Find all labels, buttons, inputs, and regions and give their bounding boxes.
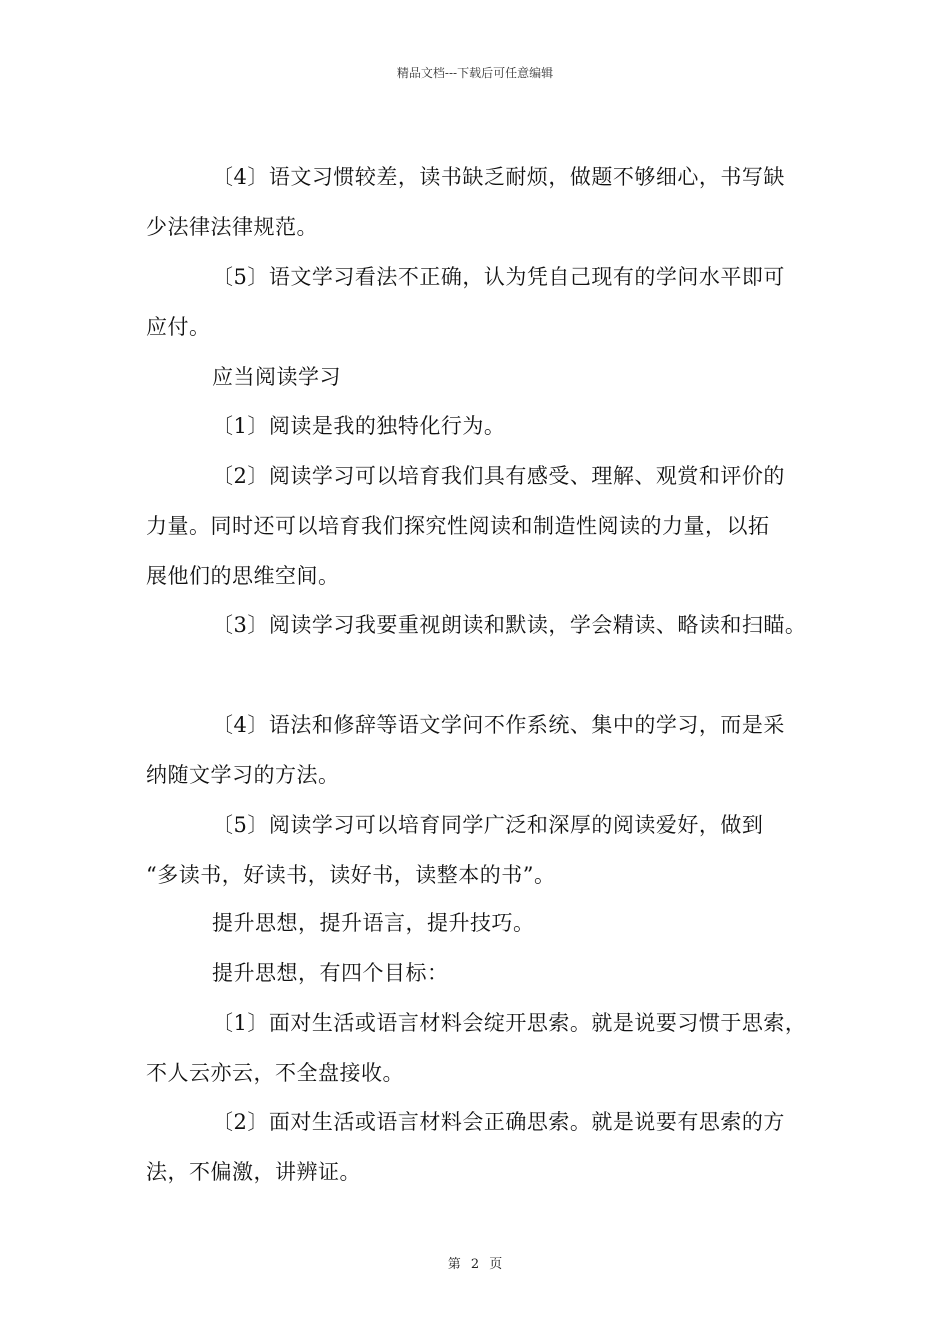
paragraph-line: 提升思想，提升语言，提升技巧。 xyxy=(212,911,535,935)
paragraph-11 xyxy=(146,998,818,1098)
paragraph-5 xyxy=(146,451,818,601)
paragraph-line: 〔1〕面对生活或语言材料会绽开思索。就是说要习惯于思索， xyxy=(212,1011,807,1035)
paragraph-8 xyxy=(146,800,818,900)
paragraph-line: 不人云亦云，不全盘接收。 xyxy=(146,1061,404,1085)
paragraph-6 xyxy=(146,600,818,650)
paragraph-line: “多读书，好读书，读好书，读整本的书”。 xyxy=(146,863,556,887)
paragraph-line: 〔4〕语文习惯较差，读书缺乏耐烦，做题不够细心，书写缺 xyxy=(212,165,785,189)
paragraph-line: 〔3〕阅读学习我要重视朗读和默读，学会精读、略读和扫瞄。 xyxy=(212,613,807,637)
paragraph-line: 应当阅读学习 xyxy=(212,365,341,389)
paragraph-line: 〔1〕阅读是我的独特化行为。 xyxy=(212,414,506,438)
paragraph-line: 纳随文学习的方法。 xyxy=(146,763,340,787)
paragraph-2 xyxy=(146,252,818,352)
section-heading-reading xyxy=(146,352,818,402)
page-footer xyxy=(0,1253,950,1272)
paragraph-line: 应付。 xyxy=(146,315,211,339)
paragraph-line: 提升思想，有四个目标： xyxy=(212,961,449,985)
paragraph-line: 〔4〕语法和修辞等语文学问不作系统、集中的学习，而是采 xyxy=(212,713,785,737)
paragraph-line: 少法律法律规范。 xyxy=(146,215,318,239)
paragraph-line: 〔5〕语文学习看法不正确，认为凭自己现有的学问水平即可 xyxy=(212,265,785,289)
page-number: 2 xyxy=(470,1257,480,1272)
paragraph-line: 法，不偏激，讲辨证。 xyxy=(146,1160,361,1184)
paragraph-10 xyxy=(146,948,818,998)
paragraph-line: 〔5〕阅读学习可以培育同学广泛和深厚的阅读爱好，做到 xyxy=(212,813,764,837)
paragraph-12 xyxy=(146,1097,818,1197)
page-header: 精品文档---下载后可任意编辑 xyxy=(396,66,554,80)
paragraph-line: 〔2〕面对生活或语言材料会正确思索。就是说要有思索的方 xyxy=(212,1110,785,1134)
paragraph-4 xyxy=(146,401,818,451)
page-number-suffix: 页 xyxy=(489,1257,503,1272)
paragraph-line: 展他们的思维空间。 xyxy=(146,564,340,588)
section-heading-improve xyxy=(146,898,818,948)
paragraph-line: 〔2〕阅读学习可以培育我们具有感受、理解、观赏和评价的 xyxy=(212,464,785,488)
page-number-prefix: 第 xyxy=(447,1257,461,1272)
paragraph-7 xyxy=(146,700,818,800)
paragraph-line: 力量。同时还可以培育我们探究性阅读和制造性阅读的力量，以拓 xyxy=(146,514,770,538)
paragraph-1 xyxy=(146,152,818,252)
